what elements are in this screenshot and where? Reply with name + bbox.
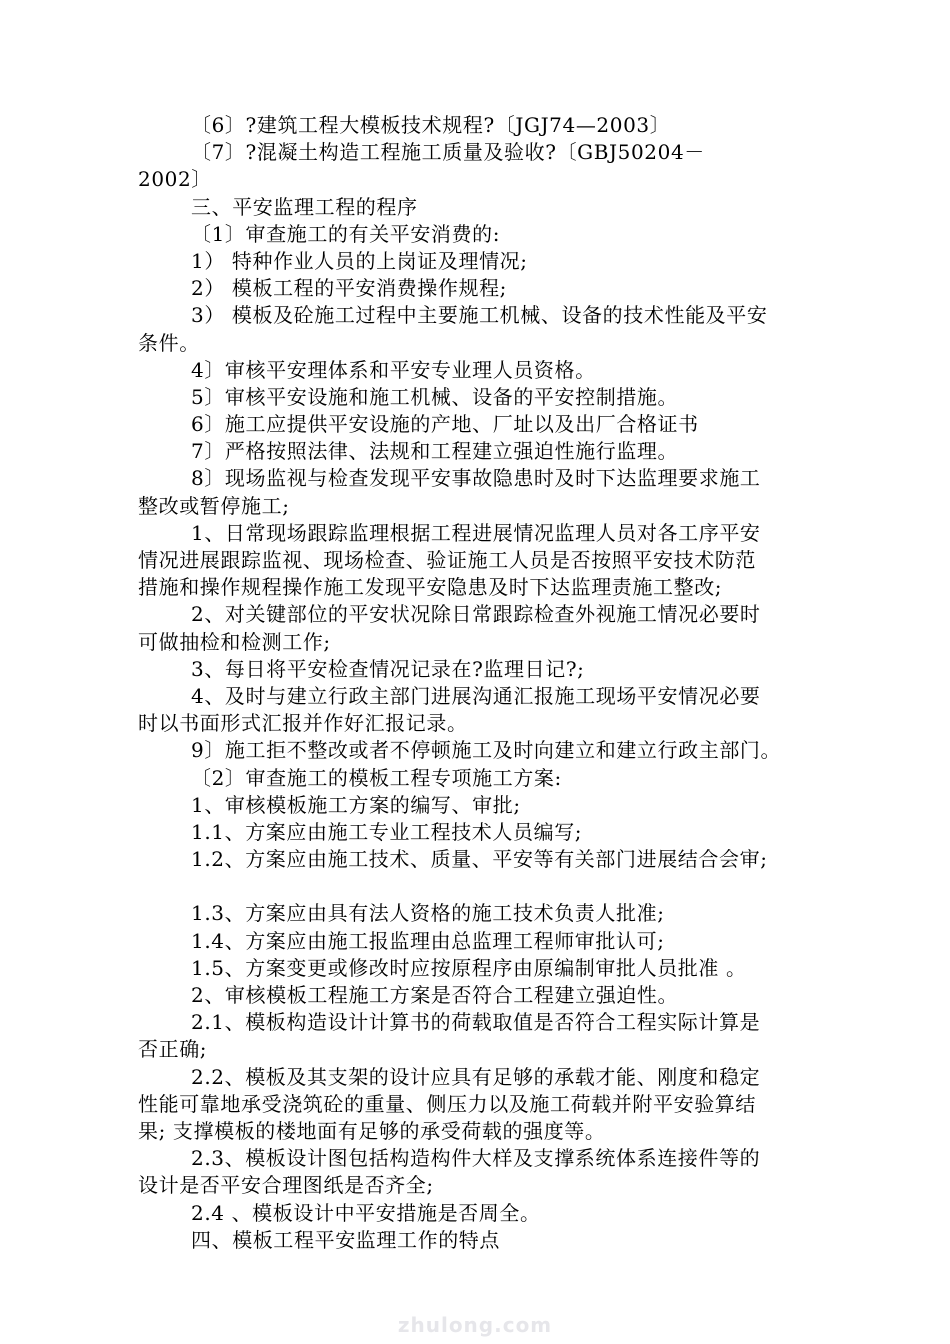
text-line: 2.2、模板及其支架的设计应具有足够的承载才能、刚度和稳定 [191, 1064, 761, 1089]
text-line: 1.4、方案应由施工报监理由总监理工程师审批认可; [191, 928, 665, 953]
text-line: 措施和操作规程操作施工发现平安隐患及时下达监理责施工整改; [138, 575, 723, 600]
text-line: 2、审核模板工程施工方案是否符合工程建立强迫性。 [191, 983, 679, 1007]
text-line: 〔1〕审查施工的有关平安消费的: [191, 221, 501, 246]
text-line: 时以书面形式汇报并作好汇报记录。 [138, 711, 468, 736]
text-line: 2.1、模板构造设计计算书的荷载取值是否符合工程实际计算是 [191, 1010, 761, 1035]
text-line: 1、审核模板施工方案的编写、审批; [191, 792, 521, 817]
text-line: 〔2〕审查施工的模板工程专项施工方案: [191, 765, 562, 790]
text-line: 4、及时与建立行政主部门进展沟通汇报施工现场平安情况必要 [191, 683, 761, 708]
text-line: 1） 特种作业人员的上岗证及理情况; [191, 248, 528, 273]
text-line: 1、日常现场跟踪监理根据工程进展情况监理人员对各工序平安 [191, 520, 761, 545]
text-line: 四、模板工程平安监理工作的特点 [191, 1227, 500, 1252]
text-line: 设计是否平安合理图纸是否齐全; [138, 1173, 434, 1198]
text-line: 性能可靠地承受浇筑砼的重量、侧压力以及施工荷载并附平安验算结 [138, 1091, 756, 1116]
text-line: 2.4 、模板设计中平安措施是否周全。 [191, 1200, 541, 1225]
text-line: 1.3、方案应由具有法人资格的施工技术负责人批准; [191, 901, 665, 926]
watermark-logo: zhulong.com [397, 1313, 553, 1337]
text-line: 7〕严格按照法律、法规和工程建立强迫性施行监理。 [191, 439, 679, 464]
text-line: 5〕审核平安设施和施工机械、设备的平安控制措施。 [191, 384, 679, 409]
text-line: 2） 模板工程的平安消费操作规程; [191, 276, 508, 301]
text-line: 〔7〕?混凝土构造工程施工质量及验收?〔GBJ50204－ [191, 140, 705, 165]
text-line: 1.5、方案变更或修改时应按原程序由原编制审批人员批准 。 [191, 955, 747, 980]
text-line: 1.1、方案应由施工专业工程技术人员编写; [191, 819, 583, 844]
text-line: 情况进展跟踪监视、现场检查、验证施工人员是否按照平安技术防范 [138, 548, 756, 572]
text-line: 条件。 [138, 330, 200, 355]
text-line: 否正确; [138, 1037, 208, 1062]
text-line: 4〕审核平安理体系和平安专业理人员资格。 [191, 357, 596, 382]
document-body [138, 112, 818, 1254]
text-line: 1.2、方案应由施工技术、质量、平安等有关部门进展结合会审; [191, 847, 768, 872]
text-line: 3） 模板及砼施工过程中主要施工机械、设备的技术性能及平安 [191, 303, 768, 328]
text-line: 整改或暂停施工; [138, 493, 290, 518]
text-line: 〔6〕?建筑工程大模板技术规程?〔JGJ74—2003〕 [191, 113, 671, 137]
text-line: 8〕现场监视与检查发现平安事故隐患时及时下达监理要求施工 [191, 466, 761, 491]
text-line: 2002〕 [138, 167, 212, 192]
text-line: 9〕施工拒不整改或者不停顿施工及时向建立和建立行政主部门。 [191, 738, 782, 763]
text-line: 3、每日将平安检查情况记录在?监理日记?; [191, 656, 585, 681]
text-line: 2、对关键部位的平安状况除日常跟踪检查外视施工情况必要时 [191, 602, 761, 627]
text-line: 可做抽检和检测工作; [138, 629, 331, 654]
blank-line [138, 873, 818, 900]
text-line: 三、平安监理工程的程序 [191, 194, 418, 219]
text-line: 果; 支撑模板的楼地面有足够的承受荷载的强度等。 [138, 1118, 606, 1143]
text-line: 2.3、模板设计图包括构造构件大样及支撑系统体系连接件等的 [191, 1146, 761, 1171]
text-line: 6〕施工应提供平安设施的产地、厂址以及出厂合格证书 [191, 412, 699, 437]
